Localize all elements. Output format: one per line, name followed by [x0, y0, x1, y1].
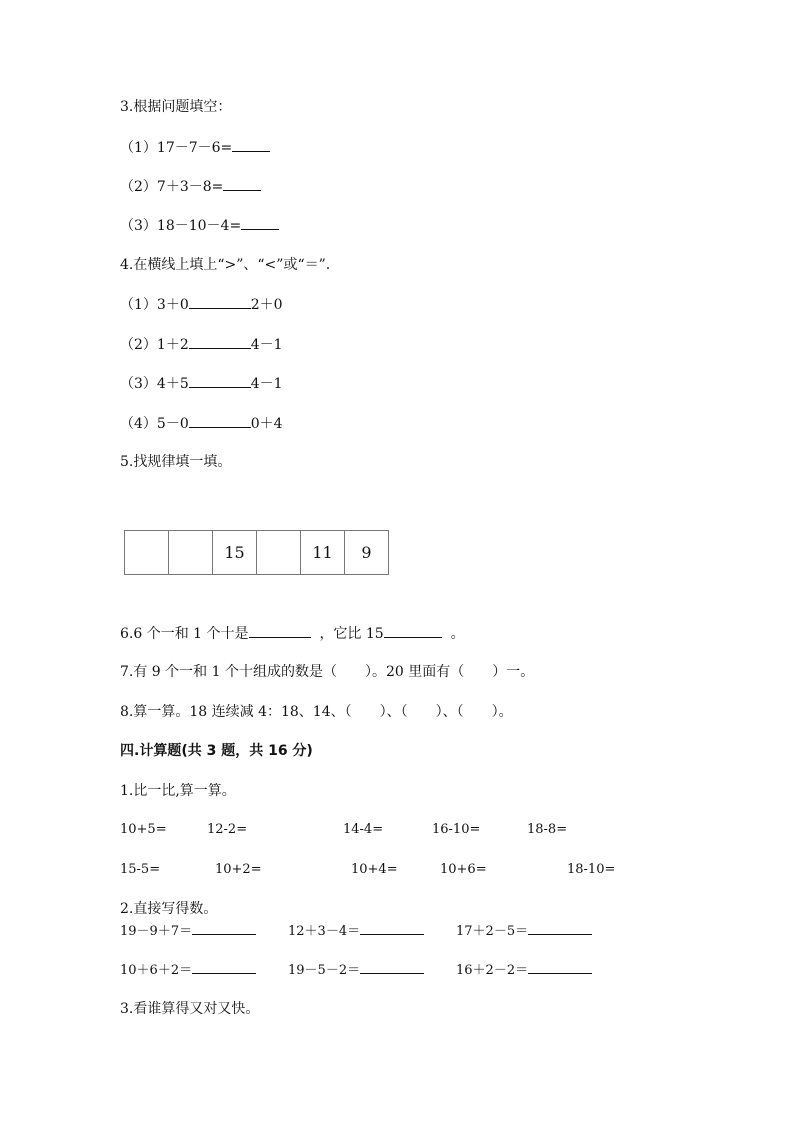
calc-item: 17＋2－5＝	[456, 920, 592, 942]
c3-title: 3.看谁算得又对又快。	[120, 1001, 260, 1017]
calc-item: 10＋6＋2＝	[120, 959, 256, 981]
calc-item: 12-2=	[207, 822, 248, 837]
answer-blank[interactable]	[189, 373, 251, 388]
q5-title: 5.找规律填一填。	[120, 454, 232, 470]
calc-item: 16＋2－2＝	[456, 959, 592, 981]
calc-item: 10+4=	[351, 862, 398, 877]
pattern-cell: 15	[213, 531, 257, 575]
answer-blank[interactable]	[189, 413, 251, 428]
answer-blank[interactable]	[223, 176, 261, 191]
pattern-cell: 11	[301, 531, 345, 575]
q4-item-1: （1）3＋0 2＋0	[120, 294, 283, 315]
answer-blank[interactable]	[232, 137, 270, 152]
pattern-cell[interactable]	[125, 531, 169, 575]
answer-blank[interactable]	[192, 959, 256, 974]
calc-item: 15-5=	[120, 862, 161, 877]
q4-item-2: （2）1＋2 4－1	[120, 334, 283, 355]
answer-blank[interactable]	[192, 920, 256, 935]
q3-item-1: （1）17－7－6=	[120, 137, 270, 158]
calc-item: 14-4=	[343, 822, 384, 837]
answer-blank[interactable]	[189, 334, 251, 349]
q7: 7.有 9 个一和 1 个十组成的数是（ ）。20 里面有（ ）一。	[120, 664, 535, 680]
calc-item: 19－5－2＝	[288, 959, 424, 981]
c1-title: 1.比一比,算一算。	[120, 783, 236, 799]
c2-title: 2.直接写得数。	[120, 901, 218, 917]
calc-item: 19－9＋7＝	[120, 920, 256, 942]
calc-item: 12＋3－4＝	[288, 920, 424, 942]
answer-blank[interactable]	[528, 920, 592, 935]
answer-blank[interactable]	[189, 294, 251, 309]
q4-item-3: （3）4＋5 4－1	[120, 373, 283, 394]
calc-item: 10+2=	[215, 862, 262, 877]
calc-item: 10+6=	[440, 862, 487, 877]
q8: 8.算一算。18 连续减 4：18、14、（ ）、（ ）、（ ）。	[120, 704, 513, 720]
answer-blank[interactable]	[249, 623, 311, 638]
pattern-table	[124, 530, 389, 575]
answer-blank[interactable]	[241, 215, 279, 230]
pattern-cell: 9	[345, 531, 389, 575]
calc-item: 18-8=	[527, 822, 568, 837]
answer-blank[interactable]	[384, 623, 442, 638]
answer-blank[interactable]	[360, 920, 424, 935]
q3-title: 3.根据问题填空：	[120, 99, 232, 115]
pattern-cell[interactable]	[257, 531, 301, 575]
calc-item: 10+5=	[120, 822, 167, 837]
q4-item-4: （4）5－0 0＋4	[120, 413, 283, 434]
answer-blank[interactable]	[360, 959, 424, 974]
q3-item-2: （2）7＋3－8=	[120, 176, 261, 197]
q3-item-3: （3）18－10－4=	[120, 215, 279, 236]
answer-blank[interactable]	[528, 959, 592, 974]
calc-item: 18-10=	[567, 862, 616, 877]
calc-item: 16-10=	[432, 822, 481, 837]
q4-title: 4.在横线上填上“>”、“<”或“＝”.	[120, 257, 331, 273]
pattern-cell[interactable]	[169, 531, 213, 575]
q6: 6.6 个一和 1 个十是 ，它比 15 。	[120, 623, 465, 644]
section-heading: 四.计算题(共 3 题，共 16 分)	[120, 743, 313, 759]
